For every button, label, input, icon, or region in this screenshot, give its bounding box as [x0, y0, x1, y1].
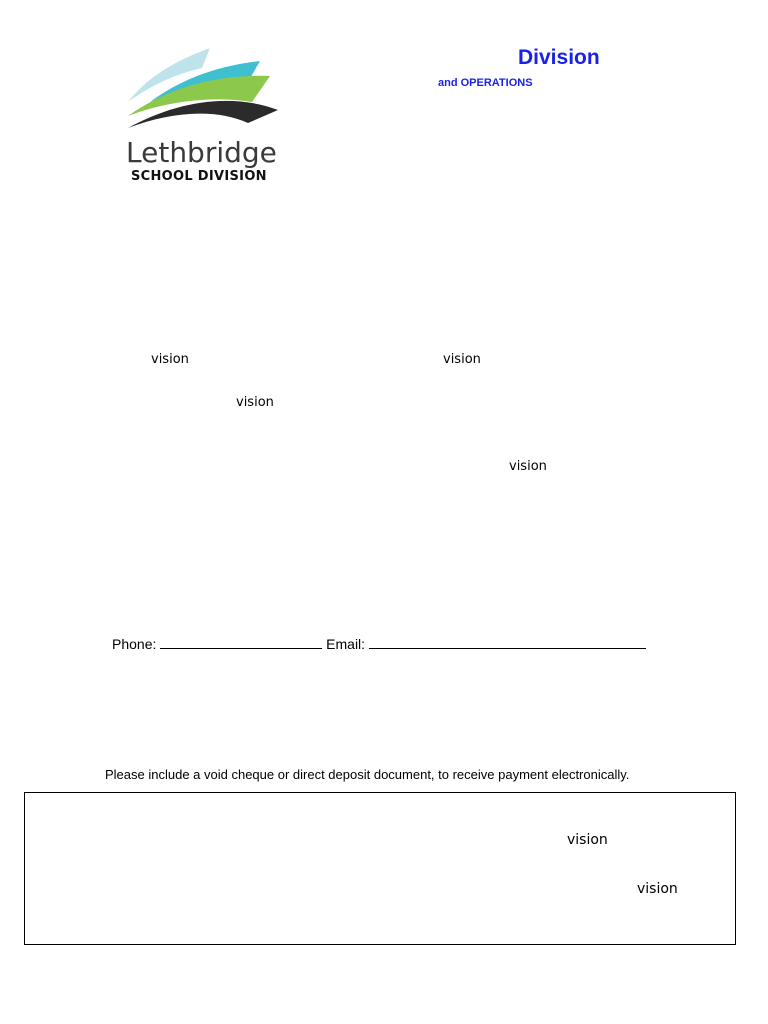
void-cheque-note: Please include a void cheque or direct deposit document, to receive payment electronically. [105, 767, 630, 782]
email-label: Email: [326, 636, 366, 652]
logo-wordmark: Lethbridge [126, 136, 277, 169]
text-fragment: vision [151, 352, 189, 367]
document-subtitle: and OPERATIONS [438, 77, 533, 89]
contact-line [112, 634, 646, 652]
phone-field[interactable] [160, 634, 322, 649]
text-fragment: vision [236, 395, 274, 410]
email-field[interactable] [369, 634, 646, 649]
text-fragment: vision [637, 881, 678, 897]
text-fragment: vision [443, 352, 481, 367]
document-title: Division [518, 46, 600, 69]
text-fragment: vision [509, 459, 547, 474]
signature-box [24, 792, 736, 945]
phone-label: Phone: [112, 636, 157, 652]
logo-subtitle: SCHOOL DIVISION [131, 169, 267, 184]
text-fragment: vision [567, 832, 608, 848]
